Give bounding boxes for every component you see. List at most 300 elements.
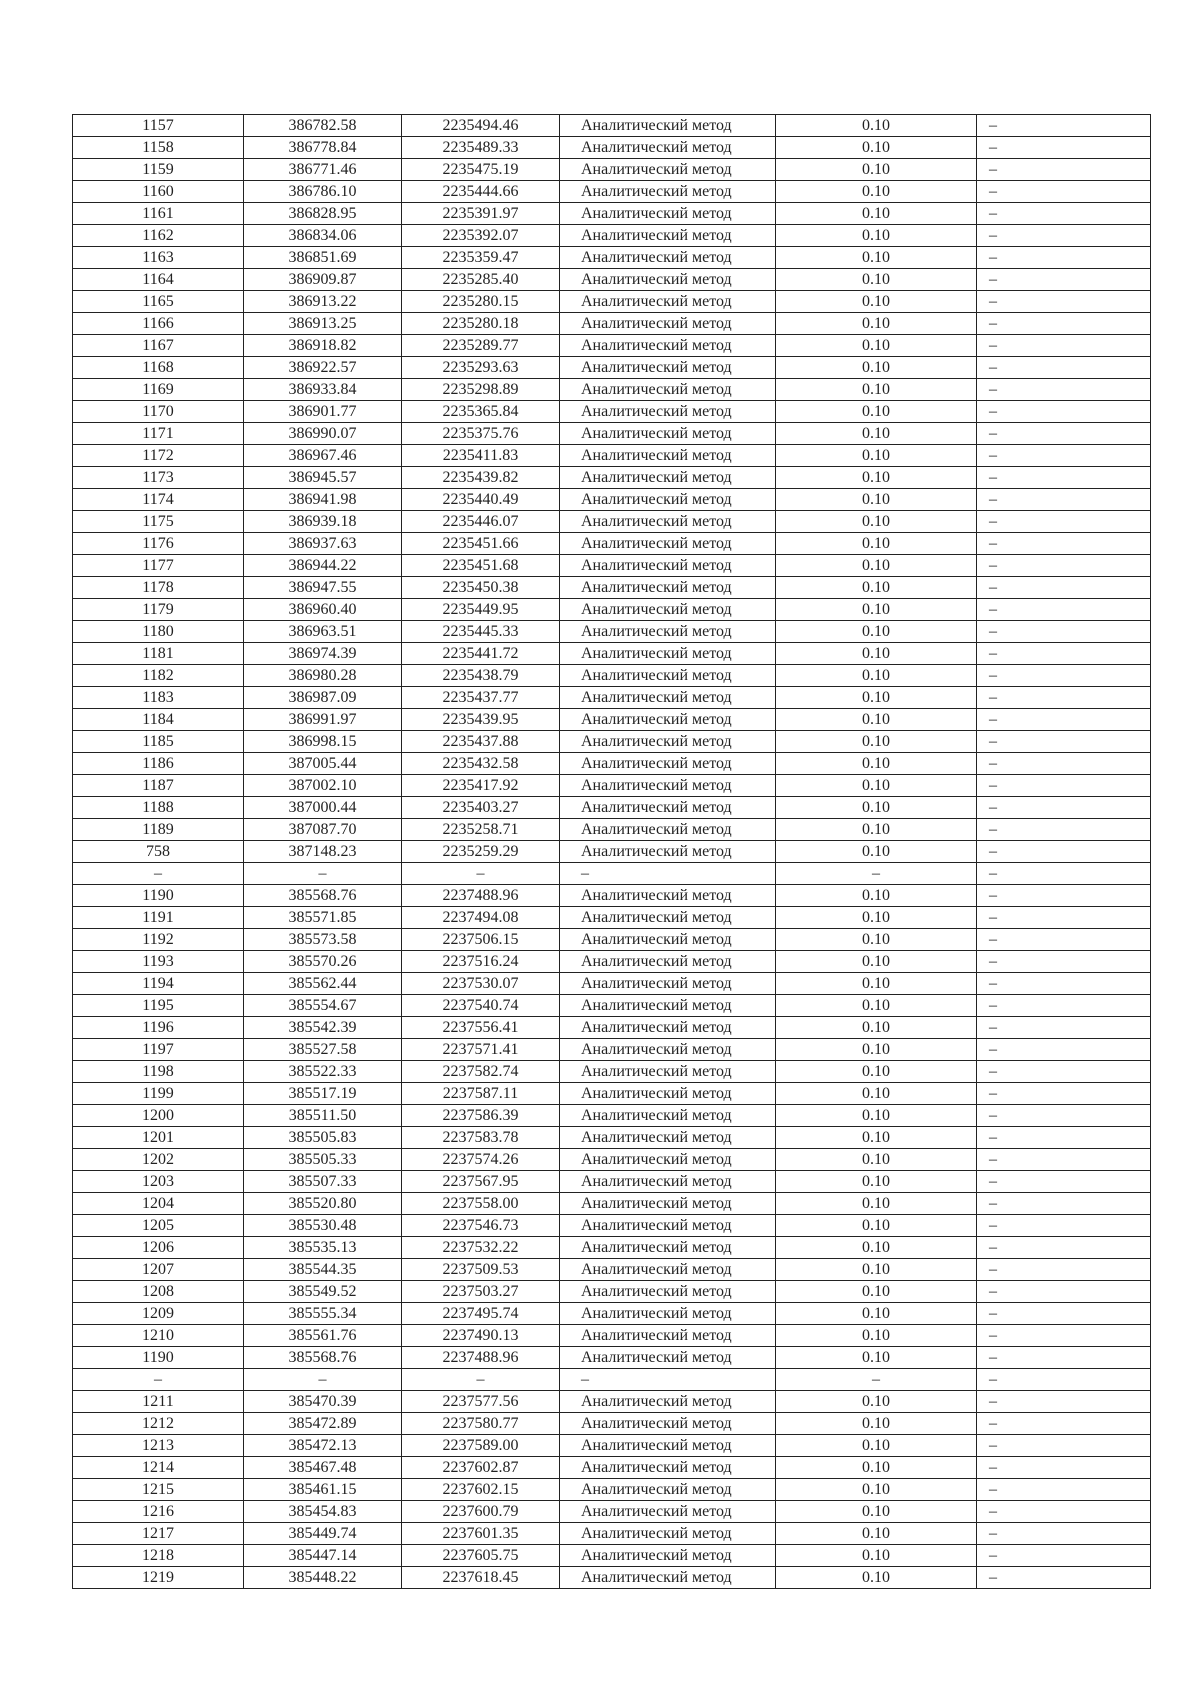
accuracy-cell: 0.10: [776, 357, 977, 379]
point-number-cell: 1182: [73, 665, 244, 687]
table-row: [73, 511, 1151, 533]
accuracy-cell: 0.10: [776, 423, 977, 445]
x-coordinate-cell: 386771.46: [244, 159, 402, 181]
x-coordinate-cell: 386963.51: [244, 621, 402, 643]
y-coordinate-cell: 2235440.49: [402, 489, 560, 511]
y-coordinate-cell: 2237490.13: [402, 1325, 560, 1347]
accuracy-cell: 0.10: [776, 841, 977, 863]
y-coordinate-cell: 2235438.79: [402, 665, 560, 687]
accuracy-cell: 0.10: [776, 643, 977, 665]
point-number-cell: 1175: [73, 511, 244, 533]
method-cell: –: [560, 863, 776, 885]
method-cell: Аналитический метод: [560, 1501, 776, 1523]
note-cell: –: [977, 1281, 1151, 1303]
table-row: [73, 995, 1151, 1017]
point-number-cell: 1215: [73, 1479, 244, 1501]
point-number-cell: 1177: [73, 555, 244, 577]
y-coordinate-cell: 2237586.39: [402, 1105, 560, 1127]
method-cell: Аналитический метод: [560, 1215, 776, 1237]
note-cell: –: [977, 907, 1151, 929]
point-number-cell: 1168: [73, 357, 244, 379]
y-coordinate-cell: 2237488.96: [402, 1347, 560, 1369]
note-cell: –: [977, 269, 1151, 291]
note-cell: –: [977, 1391, 1151, 1413]
y-coordinate-cell: 2235258.71: [402, 819, 560, 841]
table-row: [73, 467, 1151, 489]
x-coordinate-cell: 385549.52: [244, 1281, 402, 1303]
table-row: [73, 621, 1151, 643]
note-cell: –: [977, 1545, 1151, 1567]
y-coordinate-cell: 2237530.07: [402, 973, 560, 995]
x-coordinate-cell: 385561.76: [244, 1325, 402, 1347]
method-cell: Аналитический метод: [560, 379, 776, 401]
note-cell: –: [977, 1479, 1151, 1501]
x-coordinate-cell: 385507.33: [244, 1171, 402, 1193]
y-coordinate-cell: 2235365.84: [402, 401, 560, 423]
point-number-cell: 1190: [73, 885, 244, 907]
table-row: [73, 1105, 1151, 1127]
accuracy-cell: 0.10: [776, 379, 977, 401]
y-coordinate-cell: 2237583.78: [402, 1127, 560, 1149]
method-cell: Аналитический метод: [560, 357, 776, 379]
method-cell: Аналитический метод: [560, 1017, 776, 1039]
table-row: [73, 1567, 1151, 1589]
point-number-cell: 1198: [73, 1061, 244, 1083]
method-cell: Аналитический метод: [560, 907, 776, 929]
note-cell: –: [977, 1523, 1151, 1545]
point-number-cell: 1164: [73, 269, 244, 291]
point-number-cell: 1193: [73, 951, 244, 973]
y-coordinate-cell: 2235450.38: [402, 577, 560, 599]
table-row: [73, 247, 1151, 269]
accuracy-cell: 0.10: [776, 797, 977, 819]
method-cell: Аналитический метод: [560, 159, 776, 181]
note-cell: –: [977, 1303, 1151, 1325]
note-cell: –: [977, 1083, 1151, 1105]
accuracy-cell: 0.10: [776, 489, 977, 511]
point-number-cell: 1212: [73, 1413, 244, 1435]
y-coordinate-cell: 2235494.46: [402, 115, 560, 137]
point-number-cell: 1214: [73, 1457, 244, 1479]
point-number-cell: 1217: [73, 1523, 244, 1545]
method-cell: Аналитический метод: [560, 1127, 776, 1149]
x-coordinate-cell: 385520.80: [244, 1193, 402, 1215]
y-coordinate-cell: 2237516.24: [402, 951, 560, 973]
x-coordinate-cell: 386991.97: [244, 709, 402, 731]
method-cell: Аналитический метод: [560, 401, 776, 423]
accuracy-cell: 0.10: [776, 885, 977, 907]
y-coordinate-cell: 2237574.26: [402, 1149, 560, 1171]
y-coordinate-cell: 2235259.29: [402, 841, 560, 863]
method-cell: Аналитический метод: [560, 973, 776, 995]
y-coordinate-cell: 2237488.96: [402, 885, 560, 907]
note-cell: –: [977, 335, 1151, 357]
table-row: [73, 775, 1151, 797]
accuracy-cell: 0.10: [776, 313, 977, 335]
method-cell: Аналитический метод: [560, 291, 776, 313]
method-cell: Аналитический метод: [560, 577, 776, 599]
x-coordinate-cell: 386987.09: [244, 687, 402, 709]
accuracy-cell: 0.10: [776, 115, 977, 137]
method-cell: –: [560, 1369, 776, 1391]
x-coordinate-cell: 386980.28: [244, 665, 402, 687]
y-coordinate-cell: 2235359.47: [402, 247, 560, 269]
accuracy-cell: 0.10: [776, 159, 977, 181]
point-number-cell: 1189: [73, 819, 244, 841]
method-cell: Аналитический метод: [560, 203, 776, 225]
x-coordinate-cell: 386974.39: [244, 643, 402, 665]
y-coordinate-cell: 2235446.07: [402, 511, 560, 533]
point-number-cell: 1202: [73, 1149, 244, 1171]
y-coordinate-cell: 2235439.95: [402, 709, 560, 731]
x-coordinate-cell: 387148.23: [244, 841, 402, 863]
y-coordinate-cell: 2235475.19: [402, 159, 560, 181]
point-number-cell: 1162: [73, 225, 244, 247]
accuracy-cell: 0.10: [776, 665, 977, 687]
x-coordinate-cell: 386901.77: [244, 401, 402, 423]
point-number-cell: 1194: [73, 973, 244, 995]
accuracy-cell: 0.10: [776, 269, 977, 291]
y-coordinate-cell: 2237532.22: [402, 1237, 560, 1259]
table-row: [73, 1215, 1151, 1237]
note-cell: –: [977, 467, 1151, 489]
x-coordinate-cell: 385505.33: [244, 1149, 402, 1171]
note-cell: –: [977, 1127, 1151, 1149]
y-coordinate-cell: 2235392.07: [402, 225, 560, 247]
note-cell: –: [977, 489, 1151, 511]
x-coordinate-cell: 385511.50: [244, 1105, 402, 1127]
x-coordinate-cell: 386998.15: [244, 731, 402, 753]
accuracy-cell: 0.10: [776, 1105, 977, 1127]
x-coordinate-cell: 385472.13: [244, 1435, 402, 1457]
note-cell: –: [977, 1039, 1151, 1061]
method-cell: Аналитический метод: [560, 1413, 776, 1435]
point-number-cell: 1158: [73, 137, 244, 159]
note-cell: –: [977, 291, 1151, 313]
accuracy-cell: 0.10: [776, 753, 977, 775]
table-row: [73, 753, 1151, 775]
point-number-cell: 1206: [73, 1237, 244, 1259]
note-cell: –: [977, 951, 1151, 973]
accuracy-cell: 0.10: [776, 1413, 977, 1435]
x-coordinate-cell: 385467.48: [244, 1457, 402, 1479]
x-coordinate-cell: 385449.74: [244, 1523, 402, 1545]
point-number-cell: 1210: [73, 1325, 244, 1347]
y-coordinate-cell: 2235437.77: [402, 687, 560, 709]
accuracy-cell: –: [776, 1369, 977, 1391]
table-row: [73, 1325, 1151, 1347]
table-row: [73, 335, 1151, 357]
accuracy-cell: 0.10: [776, 335, 977, 357]
table-row: [73, 929, 1151, 951]
y-coordinate-cell: 2237494.08: [402, 907, 560, 929]
table-row: [73, 1435, 1151, 1457]
point-number-cell: 1197: [73, 1039, 244, 1061]
method-cell: Аналитический метод: [560, 1347, 776, 1369]
table-row: [73, 1083, 1151, 1105]
note-cell: –: [977, 533, 1151, 555]
table-row: [73, 203, 1151, 225]
point-number-cell: 1180: [73, 621, 244, 643]
point-number-cell: 1184: [73, 709, 244, 731]
table-row: [73, 1413, 1151, 1435]
accuracy-cell: 0.10: [776, 401, 977, 423]
note-cell: –: [977, 1567, 1151, 1589]
accuracy-cell: 0.10: [776, 995, 977, 1017]
table-row: [73, 797, 1151, 819]
y-coordinate-cell: 2237589.00: [402, 1435, 560, 1457]
method-cell: Аналитический метод: [560, 423, 776, 445]
note-cell: –: [977, 115, 1151, 137]
point-number-cell: 1176: [73, 533, 244, 555]
accuracy-cell: 0.10: [776, 1457, 977, 1479]
method-cell: Аналитический метод: [560, 665, 776, 687]
method-cell: Аналитический метод: [560, 687, 776, 709]
point-number-cell: 1205: [73, 1215, 244, 1237]
accuracy-cell: 0.10: [776, 445, 977, 467]
point-number-cell: 1157: [73, 115, 244, 137]
point-number-cell: 1204: [73, 1193, 244, 1215]
y-coordinate-cell: 2235489.33: [402, 137, 560, 159]
x-coordinate-cell: 386922.57: [244, 357, 402, 379]
table-row: [73, 687, 1151, 709]
note-cell: –: [977, 1435, 1151, 1457]
method-cell: Аналитический метод: [560, 995, 776, 1017]
point-number-cell: 1183: [73, 687, 244, 709]
accuracy-cell: 0.10: [776, 1193, 977, 1215]
point-number-cell: 1192: [73, 929, 244, 951]
accuracy-cell: 0.10: [776, 1435, 977, 1457]
accuracy-cell: 0.10: [776, 511, 977, 533]
note-cell: –: [977, 1325, 1151, 1347]
point-number-cell: 1185: [73, 731, 244, 753]
x-coordinate-cell: 386918.82: [244, 335, 402, 357]
point-number-cell: 1190: [73, 1347, 244, 1369]
note-cell: –: [977, 423, 1151, 445]
method-cell: Аналитический метод: [560, 181, 776, 203]
table-row: [73, 1545, 1151, 1567]
table-row: [73, 577, 1151, 599]
y-coordinate-cell: 2237556.41: [402, 1017, 560, 1039]
method-cell: Аналитический метод: [560, 885, 776, 907]
table-row: [73, 489, 1151, 511]
accuracy-cell: 0.10: [776, 1127, 977, 1149]
accuracy-cell: 0.10: [776, 1215, 977, 1237]
accuracy-cell: 0.10: [776, 687, 977, 709]
point-number-cell: 1173: [73, 467, 244, 489]
x-coordinate-cell: 385544.35: [244, 1259, 402, 1281]
method-cell: Аналитический метод: [560, 1523, 776, 1545]
x-coordinate-cell: 385447.14: [244, 1545, 402, 1567]
x-coordinate-cell: 385570.26: [244, 951, 402, 973]
method-cell: Аналитический метод: [560, 1083, 776, 1105]
point-number-cell: –: [73, 863, 244, 885]
y-coordinate-cell: 2237602.87: [402, 1457, 560, 1479]
accuracy-cell: 0.10: [776, 1325, 977, 1347]
y-coordinate-cell: 2235444.66: [402, 181, 560, 203]
y-coordinate-cell: 2235280.15: [402, 291, 560, 313]
method-cell: Аналитический метод: [560, 1061, 776, 1083]
y-coordinate-cell: 2237602.15: [402, 1479, 560, 1501]
method-cell: Аналитический метод: [560, 489, 776, 511]
x-coordinate-cell: 385568.76: [244, 1347, 402, 1369]
x-coordinate-cell: 385530.48: [244, 1215, 402, 1237]
method-cell: Аналитический метод: [560, 313, 776, 335]
note-cell: –: [977, 929, 1151, 951]
table-row: [73, 841, 1151, 863]
y-coordinate-cell: 2235285.40: [402, 269, 560, 291]
point-number-cell: 1179: [73, 599, 244, 621]
x-coordinate-cell: 386945.57: [244, 467, 402, 489]
accuracy-cell: 0.10: [776, 1259, 977, 1281]
x-coordinate-cell: 385542.39: [244, 1017, 402, 1039]
note-cell: –: [977, 555, 1151, 577]
table-row: [73, 445, 1151, 467]
note-cell: –: [977, 1149, 1151, 1171]
y-coordinate-cell: 2235375.76: [402, 423, 560, 445]
x-coordinate-cell: –: [244, 863, 402, 885]
method-cell: Аналитический метод: [560, 1193, 776, 1215]
x-coordinate-cell: –: [244, 1369, 402, 1391]
method-cell: Аналитический метод: [560, 1303, 776, 1325]
note-cell: –: [977, 357, 1151, 379]
point-number-cell: 1167: [73, 335, 244, 357]
method-cell: Аналитический метод: [560, 1237, 776, 1259]
point-number-cell: 1163: [73, 247, 244, 269]
note-cell: –: [977, 775, 1151, 797]
accuracy-cell: 0.10: [776, 1237, 977, 1259]
accuracy-cell: 0.10: [776, 775, 977, 797]
y-coordinate-cell: 2235298.89: [402, 379, 560, 401]
x-coordinate-cell: 385470.39: [244, 1391, 402, 1413]
accuracy-cell: 0.10: [776, 1039, 977, 1061]
accuracy-cell: 0.10: [776, 1303, 977, 1325]
point-number-cell: 1195: [73, 995, 244, 1017]
method-cell: Аналитический метод: [560, 709, 776, 731]
accuracy-cell: 0.10: [776, 1391, 977, 1413]
y-coordinate-cell: 2237495.74: [402, 1303, 560, 1325]
note-cell: –: [977, 885, 1151, 907]
y-coordinate-cell: 2235441.72: [402, 643, 560, 665]
method-cell: Аналитический метод: [560, 775, 776, 797]
point-number-cell: 1203: [73, 1171, 244, 1193]
table-row: [73, 1039, 1151, 1061]
x-coordinate-cell: 385454.83: [244, 1501, 402, 1523]
method-cell: Аналитический метод: [560, 1545, 776, 1567]
note-cell: –: [977, 159, 1151, 181]
y-coordinate-cell: 2235451.68: [402, 555, 560, 577]
note-cell: –: [977, 643, 1151, 665]
y-coordinate-cell: 2235451.66: [402, 533, 560, 555]
method-cell: Аналитический метод: [560, 753, 776, 775]
x-coordinate-cell: 385527.58: [244, 1039, 402, 1061]
y-coordinate-cell: 2237577.56: [402, 1391, 560, 1413]
method-cell: Аналитический метод: [560, 445, 776, 467]
x-coordinate-cell: 386947.55: [244, 577, 402, 599]
method-cell: Аналитический метод: [560, 621, 776, 643]
note-cell: –: [977, 819, 1151, 841]
method-cell: Аналитический метод: [560, 1105, 776, 1127]
accuracy-cell: 0.10: [776, 225, 977, 247]
x-coordinate-cell: 386967.46: [244, 445, 402, 467]
x-coordinate-cell: 386834.06: [244, 225, 402, 247]
accuracy-cell: 0.10: [776, 1545, 977, 1567]
point-number-cell: 1213: [73, 1435, 244, 1457]
note-cell: –: [977, 1501, 1151, 1523]
table-row: [73, 181, 1151, 203]
method-cell: Аналитический метод: [560, 1567, 776, 1589]
table-row: [73, 1479, 1151, 1501]
table-row: [73, 1061, 1151, 1083]
accuracy-cell: 0.10: [776, 951, 977, 973]
table-row: [73, 1369, 1151, 1391]
note-cell: –: [977, 225, 1151, 247]
accuracy-cell: 0.10: [776, 291, 977, 313]
point-number-cell: 1160: [73, 181, 244, 203]
x-coordinate-cell: 385568.76: [244, 885, 402, 907]
point-number-cell: 758: [73, 841, 244, 863]
note-cell: –: [977, 1105, 1151, 1127]
x-coordinate-cell: 385472.89: [244, 1413, 402, 1435]
y-coordinate-cell: –: [402, 863, 560, 885]
point-number-cell: 1187: [73, 775, 244, 797]
accuracy-cell: 0.10: [776, 621, 977, 643]
y-coordinate-cell: –: [402, 1369, 560, 1391]
method-cell: Аналитический метод: [560, 555, 776, 577]
accuracy-cell: 0.10: [776, 709, 977, 731]
y-coordinate-cell: 2237601.35: [402, 1523, 560, 1545]
accuracy-cell: 0.10: [776, 137, 977, 159]
x-coordinate-cell: 385555.34: [244, 1303, 402, 1325]
x-coordinate-cell: 386909.87: [244, 269, 402, 291]
point-number-cell: 1188: [73, 797, 244, 819]
method-cell: Аналитический метод: [560, 1479, 776, 1501]
x-coordinate-cell: 386782.58: [244, 115, 402, 137]
note-cell: –: [977, 687, 1151, 709]
method-cell: Аналитический метод: [560, 797, 776, 819]
accuracy-cell: 0.10: [776, 907, 977, 929]
y-coordinate-cell: 2235391.97: [402, 203, 560, 225]
point-number-cell: 1181: [73, 643, 244, 665]
method-cell: Аналитический метод: [560, 247, 776, 269]
accuracy-cell: 0.10: [776, 1523, 977, 1545]
point-number-cell: 1209: [73, 1303, 244, 1325]
note-cell: –: [977, 313, 1151, 335]
table-row: [73, 885, 1151, 907]
method-cell: Аналитический метод: [560, 1325, 776, 1347]
method-cell: Аналитический метод: [560, 819, 776, 841]
accuracy-cell: 0.10: [776, 467, 977, 489]
table-row: [73, 731, 1151, 753]
method-cell: Аналитический метод: [560, 1039, 776, 1061]
note-cell: –: [977, 1457, 1151, 1479]
point-number-cell: 1211: [73, 1391, 244, 1413]
table-row: [73, 137, 1151, 159]
table-row: [73, 709, 1151, 731]
note-cell: –: [977, 1413, 1151, 1435]
note-cell: –: [977, 379, 1151, 401]
table-row: [73, 1193, 1151, 1215]
x-coordinate-cell: 385461.15: [244, 1479, 402, 1501]
table-row: [73, 401, 1151, 423]
method-cell: Аналитический метод: [560, 1259, 776, 1281]
x-coordinate-cell: 386937.63: [244, 533, 402, 555]
table-row: [73, 159, 1151, 181]
table-row: [73, 379, 1151, 401]
table-row: [73, 555, 1151, 577]
method-cell: Аналитический метод: [560, 1457, 776, 1479]
note-cell: –: [977, 709, 1151, 731]
